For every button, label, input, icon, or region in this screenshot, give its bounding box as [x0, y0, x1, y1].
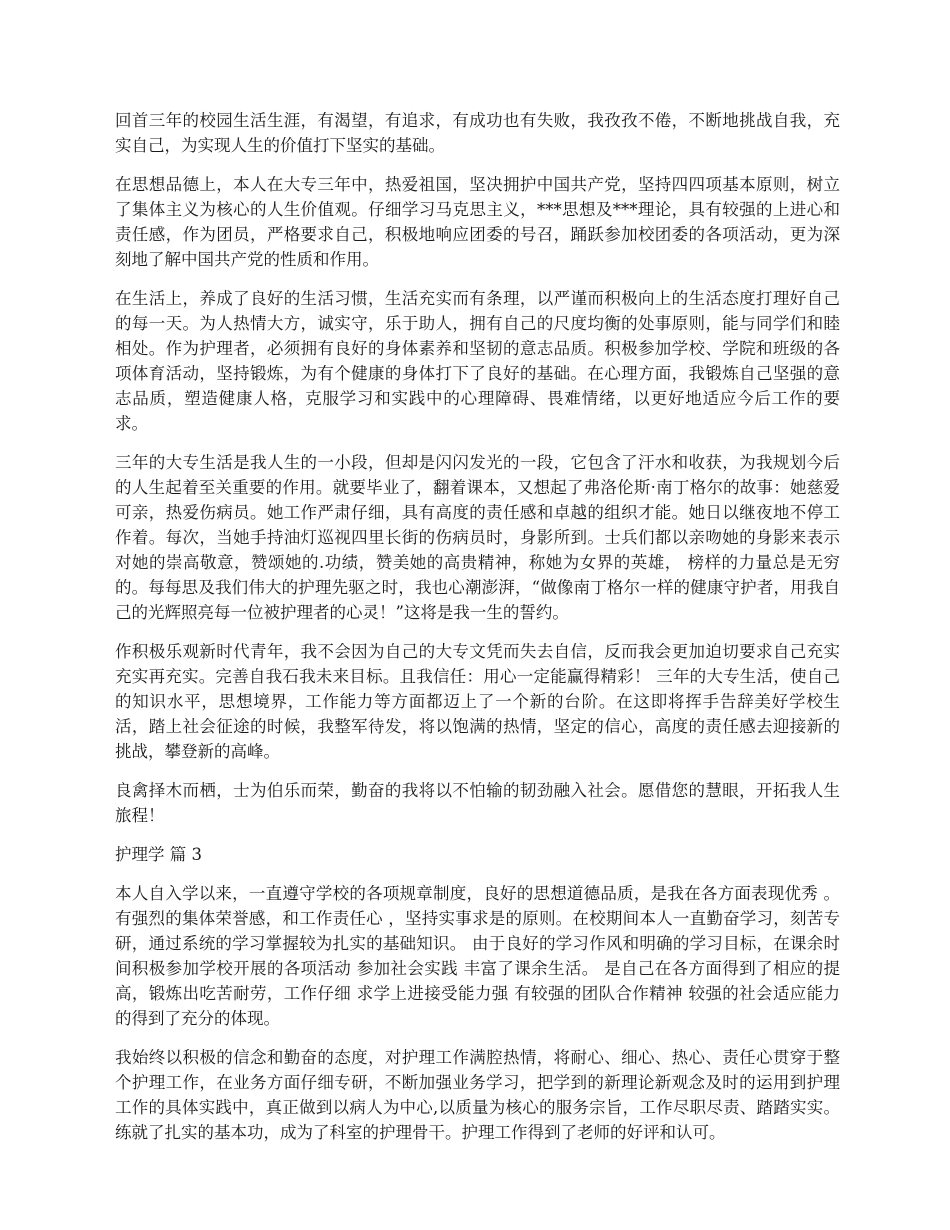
- paragraph-1: 回首三年的校园生活生涯，有渴望，有追求，有成功也有失败，我孜孜不倦，不断地挑战自我，充实自己，为实现人生的价值打下坚实的基础。: [115, 111, 840, 155]
- paragraph-4: 三年的大专生活是我人生的一小段，但却是闪闪发光的一段，它包含了汗水和收获，为我规划今后的人生起着至关重要的作用。就要毕业了，翻着课本，又想起了弗洛伦斯·南丁格尔的故事：她慈爱可亲，热爱伤病员。她工作严肃仔细，具有高度的责任感和卓越的组织才能。她日以继夜地不停工作着。每次，当她手持油灯巡视四里长街的伤病员时，身影所到。士兵们都以亲吻她的身影来表示对她的崇高敬意，赞颂她的.功绩，赞美她的高贵精神，称她为女界的英雄， 榜样的力量总是无穷的。每每思及我们伟大的护理先驱之时，我也心潮澎湃，“做像南丁格尔一样的健康守护者，用我自己的光辉照亮每一位被护理者的心灵！”这将是我一生的誓约。: [115, 453, 840, 622]
- paragraph-3: 在生活上，养成了良好的生活习惯，生活充实而有条理，以严谨而积极向上的生活态度打理好自己的每一天。为人热情大方，诚实守，乐于助人，拥有自己的尺度均衡的处事原则，能与同学们和睦相处。作为护理者，必须拥有良好的身体素养和坚韧的意志品质。积极参加学校、学院和班级的各项体育活动，坚持锻炼，为有个健康的身体打下了良好的基础。在心理方面，我锻炼自己坚强的意志品质，塑造健康人格，克服学习和实践中的心理障碍、畏难情绪，以更好地适应今后工作的要求。: [115, 289, 840, 433]
- section-heading: 护理学 篇 3: [115, 845, 202, 864]
- paragraph-5: 作积极乐观新时代青年，我不会因为自己的大专文凭而失去自信，反而我会更加迫切要求自己充实充实再充实。完善自我石我未来目标。且我信任：用心一定能赢得精彩！ 三年的大专生活，使自己的知识水平，思想境界，工作能力等方面都迈上了一个新的台阶。在这即将挥手告辞美好学校生活，踏上社会征途的时候，我整军待发，将以饱满的热情，坚定的信心，高度的责任感去迎接新的挑战，攀登新的高峰。: [115, 642, 840, 761]
- document-body: [115, 108, 840, 1159]
- paragraph-2: 在思想品德上，本人在大专三年中，热爱祖国，坚决拥护中国共产党，坚持四四项基本原则，树立了集体主义为核心的人生价值观。仔细学习马克思主义，***思想及***理论，具有较强的上进心和责任感，作为团员，严格要求自己，积极地响应团委的号召，踊跃参加校团委的各项活动，更为深刻地了解中国共产党的性质和作用。: [115, 175, 840, 269]
- paragraph-6: 良禽择木而栖，士为伯乐而荣，勤奋的我将以不怕输的韧劲融入社会。愿借您的慧眼，开拓我人生旅程！: [115, 781, 840, 825]
- paragraph-8: 我始终以积极的信念和勤奋的态度，对护理工作满腔热情，将耐心、细心、热心、责任心贯穿于整个护理工作，在业务方面仔细专研，不断加强业务学习，把学到的新理论新观念及时的运用到护理工作的具体实践中，真正做到以病人为中心,以质量为核心的服务宗旨，工作尽职尽责、踏踏实实。练就了扎实的基本功，成为了科室的护理骨干。护理工作得到了老师的好评和认可。: [115, 1048, 840, 1142]
- paragraph-7: 本人自入学以来，一直遵守学校的各项规章制度，良好的思想道德品质，是我在各方面表现优秀 。有强烈的集体荣誉感，和工作责任心 ，坚持实事求是的原则。在校期间本人一直勤奋学习，刻苦专研，通过系统的学习掌握较为扎实的基础知识。 由于良好的学习作风和明确的学习目标，在课余时间积极参加学校开展的各项活动 参加社会实践 丰富了课余生活。 是自己在各方面得到了相应的提高，锻炼出吃苦耐劳，工作仔细 求学上进接受能力强 有较强的团队合作精神 较强的社会适应能力 的得到了充分的体现。: [115, 884, 840, 1028]
